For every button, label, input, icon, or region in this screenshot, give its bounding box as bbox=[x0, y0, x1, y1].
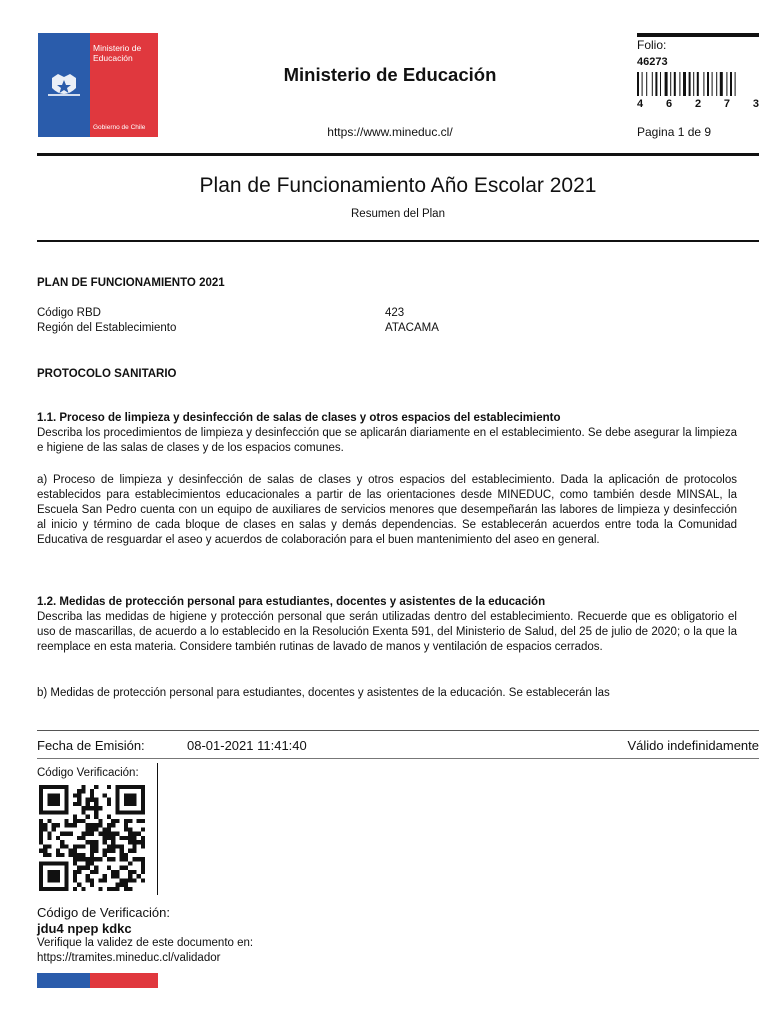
validity-text: Válido indefinidamente bbox=[627, 738, 759, 753]
verification-code: jdu4 npep kdkc bbox=[37, 921, 132, 936]
barcode-digit: 7 bbox=[723, 98, 731, 110]
folio-top-bar bbox=[637, 33, 759, 37]
logo-red-panel bbox=[90, 33, 158, 137]
section-2-description: Describa las medidas de higiene y protección personal que serán utilizadas dentro del establecimiento. Recuerde que es obligatorio el uso de mascarillas, de acuerdo a lo establecido en la Resolución Exenta 591, del Ministerio de Salud, del 25 de julio de 2020; o la que la reemplace en esta materia. Considere también rutinas de lavado de manos y ventilación de espacios cerrados. bbox=[37, 611, 737, 653]
section-2-answer: b) Medidas de protección personal para estudiantes, docentes y asistentes de la educación. Se establecerán las bbox=[37, 687, 610, 699]
emission-date-value: 08-01-2021 11:41:40 bbox=[187, 738, 307, 753]
coat-of-arms-icon bbox=[46, 68, 82, 102]
region-value: ATACAMA bbox=[385, 322, 439, 334]
folio-label: Folio: bbox=[637, 38, 667, 52]
verification-label: Código de Verificación: bbox=[37, 905, 170, 920]
rbd-label: Código RBD bbox=[37, 307, 101, 319]
section-1-answer: a) Proceso de limpieza y desinfección de salas de clases y otros espacios del establecimiento. Dada la aplicación de protocolos establecidos para establecimientos educacionales a partir de las orientaciones desde MINEDUC, como también desde MINSAL, la Escuela San Pedro cuenta con un equipo de auxiliares de servicios menores que desempeñarán las labores de limpieza y desinfección al inicio y término de cada bloque de clases en salas y demás dependencias. Se establecerán acuerdos entre toda la Comunidad Educativa de resguardar el aseo y acuerdos de colaboración para el buen mantenimiento del aseo en general. bbox=[37, 474, 737, 546]
qr-caption: Código Verificación: bbox=[37, 767, 139, 779]
footer-divider-top bbox=[37, 730, 759, 731]
logo-footer: Gobierno de Chile bbox=[93, 124, 146, 131]
title-divider bbox=[37, 240, 759, 242]
plan-heading: PLAN DE FUNCIONAMIENTO 2021 bbox=[37, 277, 225, 289]
flag-bar bbox=[37, 973, 158, 988]
verification-url[interactable]: https://tramites.mineduc.cl/validador bbox=[37, 952, 221, 964]
verification-help: Verifique la validez de este documento en: bbox=[37, 937, 254, 949]
ministry-title: Ministerio de Educación bbox=[283, 64, 497, 85]
barcode-digit: 4 bbox=[637, 98, 644, 110]
rbd-value: 423 bbox=[385, 307, 405, 319]
header-divider bbox=[37, 153, 759, 156]
page-indicator: Pagina 1 de 9 bbox=[637, 125, 712, 139]
section-1-heading: 1.1. Proceso de limpieza y desinfección de salas de clases y otros espacios del establecimiento bbox=[37, 412, 561, 424]
folio-number: 46273 bbox=[637, 56, 668, 68]
logo-line-1: Ministerio de bbox=[93, 43, 142, 53]
barcode-icon bbox=[637, 72, 759, 96]
protocol-heading: PROTOCOLO SANITARIO bbox=[37, 368, 177, 380]
barcode-digit: 6 bbox=[665, 98, 673, 110]
barcode-digit: 2 bbox=[694, 98, 702, 110]
document-subtitle: Resumen del Plan bbox=[351, 208, 445, 220]
logo-line-2: Educación bbox=[93, 53, 133, 63]
flag-red bbox=[90, 973, 158, 988]
region-label: Región del Establecimiento bbox=[37, 322, 177, 334]
barcode-digit: 3 bbox=[752, 98, 759, 110]
mineduc-logo bbox=[38, 33, 158, 137]
document-title: Plan de Funcionamiento Año Escolar 2021 bbox=[199, 174, 597, 197]
emission-date-label: Fecha de Emisión: bbox=[37, 738, 145, 753]
logo-blue-panel bbox=[38, 33, 90, 137]
footer-divider-bottom bbox=[37, 758, 759, 759]
ministry-url[interactable]: https://www.mineduc.cl/ bbox=[327, 125, 453, 139]
barcode-digits bbox=[637, 98, 759, 110]
qr-code-icon bbox=[37, 785, 147, 891]
qr-divider bbox=[157, 763, 158, 895]
section-2-heading: 1.2. Medidas de protección personal para estudiantes, docentes y asistentes de la educación bbox=[37, 596, 546, 608]
flag-blue bbox=[37, 973, 90, 988]
section-1-description: Describa los procedimientos de limpieza y desinfección que se aplicarán diariamente en el establecimiento. Se debe asegurar la limpieza e higiene de las salas de clases y de los espacios comunes. bbox=[37, 427, 737, 454]
